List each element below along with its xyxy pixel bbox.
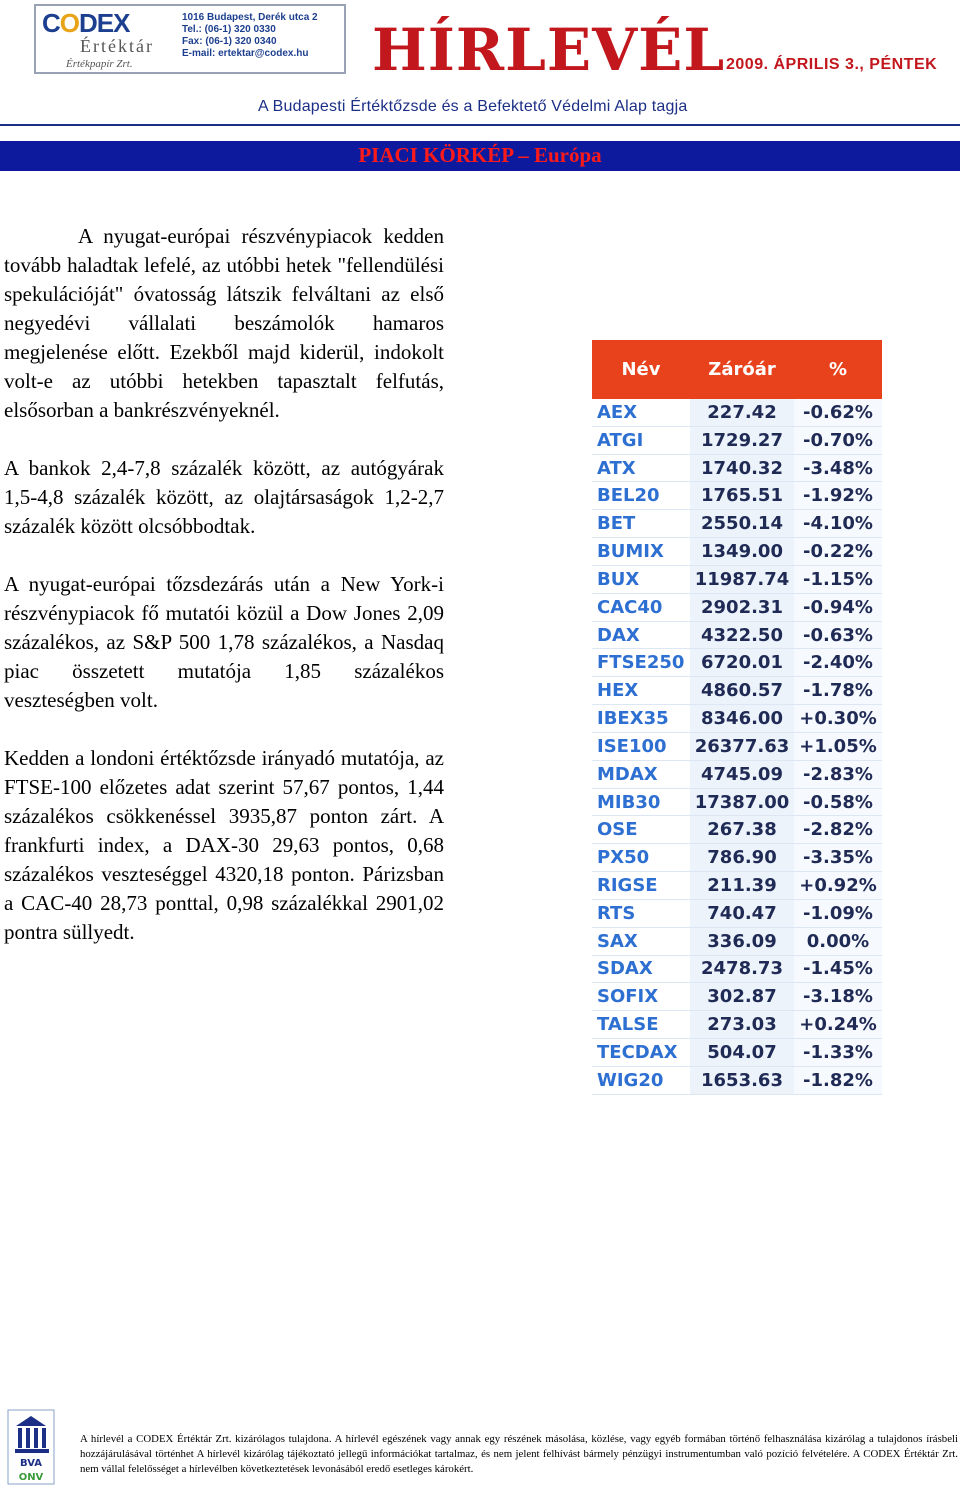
change-percent: 0.00% [794, 927, 882, 955]
change-percent: -1.78% [794, 677, 882, 705]
article-body [4, 222, 444, 976]
index-name: BET [592, 510, 690, 538]
header-divider [0, 124, 960, 126]
close-value: 4860.57 [690, 677, 794, 705]
table-row [592, 677, 882, 705]
close-value: 1765.51 [690, 482, 794, 510]
table-row [592, 844, 882, 872]
change-percent: -1.09% [794, 899, 882, 927]
index-name: TECDAX [592, 1039, 690, 1067]
section-title: PIACI KÖRKÉP – Európa [358, 143, 602, 167]
logo-line2: Értékpapír Zrt. [66, 58, 133, 70]
change-percent: -3.35% [794, 844, 882, 872]
close-value: 504.07 [690, 1039, 794, 1067]
index-quotes-table [592, 340, 882, 1095]
tagline: A Budapesti Értéktőzsde és a Befektető Védelmi Alap tagja [258, 98, 688, 115]
table-row [592, 454, 882, 482]
change-percent: +0.92% [794, 872, 882, 900]
close-value: 2550.14 [690, 510, 794, 538]
table-row [592, 399, 882, 426]
table-row [592, 983, 882, 1011]
index-name: PX50 [592, 844, 690, 872]
close-value: 273.03 [690, 1011, 794, 1039]
logo-brand: CODEX [42, 8, 130, 38]
contact-address: 1016 Budapest, Derék utca 2 [182, 12, 318, 23]
table-row [592, 872, 882, 900]
table-row [592, 788, 882, 816]
table-row [592, 1011, 882, 1039]
close-value: 2902.31 [690, 593, 794, 621]
close-value: 17387.00 [690, 788, 794, 816]
index-name: SAX [592, 927, 690, 955]
table-row [592, 426, 882, 454]
close-value: 302.87 [690, 983, 794, 1011]
change-percent: -1.45% [794, 955, 882, 983]
close-value: 1349.00 [690, 538, 794, 566]
index-name: ATGI [592, 426, 690, 454]
table-row [592, 1039, 882, 1067]
table-row [592, 705, 882, 733]
index-name: HEX [592, 677, 690, 705]
index-name: BUMIX [592, 538, 690, 566]
change-percent: -1.82% [794, 1066, 882, 1094]
change-percent: -0.58% [794, 788, 882, 816]
section-title-bar [0, 141, 960, 171]
article-paragraph-3: A nyugat-európai tőzsdezárás után a New York-i részvénypiacok fő mutatói közül a Dow Jones 2,09 százalékos, az S&P 500 1,78 százalékos, a Nasdaq piac összetett mutatója 1,85 százalékos veszteségben volt. [4, 572, 444, 712]
index-name: SOFIX [592, 983, 690, 1011]
close-value: 740.47 [690, 899, 794, 927]
index-name: AEX [592, 399, 690, 426]
table-row [592, 565, 882, 593]
index-name: TALSE [592, 1011, 690, 1039]
change-percent: -4.10% [794, 510, 882, 538]
index-name: BUX [592, 565, 690, 593]
table-row [592, 649, 882, 677]
change-percent: -3.18% [794, 983, 882, 1011]
close-value: 336.09 [690, 927, 794, 955]
footer-logo-label: BVA [19, 1458, 43, 1469]
change-percent: -0.63% [794, 621, 882, 649]
close-value: 4745.09 [690, 760, 794, 788]
index-name: MDAX [592, 760, 690, 788]
close-value: 267.38 [690, 816, 794, 844]
index-name: MIB30 [592, 788, 690, 816]
table-header-row [592, 340, 882, 399]
masthead-title: HÍRLEVÉL [372, 16, 726, 84]
index-name: RIGSE [592, 872, 690, 900]
close-value: 4322.50 [690, 621, 794, 649]
change-percent: +1.05% [794, 732, 882, 760]
contact-fax: Fax: (06-1) 320 0340 [182, 36, 277, 47]
close-value: 2478.73 [690, 955, 794, 983]
change-percent: -2.82% [794, 816, 882, 844]
table-row [592, 732, 882, 760]
index-name: ATX [592, 454, 690, 482]
change-percent: -0.62% [794, 399, 882, 426]
close-value: 1653.63 [690, 1066, 794, 1094]
index-name: SDAX [592, 955, 690, 983]
close-value: 11987.74 [690, 565, 794, 593]
change-percent: -2.40% [794, 649, 882, 677]
close-value: 786.90 [690, 844, 794, 872]
close-value: 6720.01 [690, 649, 794, 677]
change-percent: -1.33% [794, 1039, 882, 1067]
codex-logo [34, 4, 346, 74]
logo-line1: Értéktár [80, 36, 154, 56]
table-row [592, 482, 882, 510]
close-value: 1729.27 [690, 426, 794, 454]
close-value: 26377.63 [690, 732, 794, 760]
contact-phone: Tel.: (06-1) 320 0330 [182, 24, 276, 35]
article-paragraph-2: A bankok 2,4-7,8 százalék között, az autógyárak 1,5-4,8 százalék között, az olajtársaságok 1,2-2,7 százalék között olcsóbbodtak. [4, 456, 444, 538]
table-row [592, 760, 882, 788]
change-percent: -0.94% [794, 593, 882, 621]
index-name: RTS [592, 899, 690, 927]
issue-date: 2009. ÁPRILIS 3., PÉNTEK [726, 56, 938, 73]
article-paragraph-4: Kedden a londoni értéktőzsde irányadó mutatója, az FTSE-100 előzetes adat szerint 57,67 pontos, 1,44 százalékos csökkenéssel 3935,87 ponton zárt. A frankfurti index, a DAX-30 29,63 pontos, 0,68 százalékos veszteséggel 4320,18 ponton. Párizsban a CAC-40 28,73 ponttal, 0,98 százalékkal 2901,02 pontra süllyedt. [4, 746, 444, 944]
change-percent: +0.24% [794, 1011, 882, 1039]
index-name: BEL20 [592, 482, 690, 510]
close-value: 8346.00 [690, 705, 794, 733]
table-row [592, 927, 882, 955]
change-percent: -2.83% [794, 760, 882, 788]
table-row [592, 510, 882, 538]
index-name: IBEX35 [592, 705, 690, 733]
change-percent: -0.70% [794, 426, 882, 454]
table-row [592, 955, 882, 983]
bva-logo-icon [6, 1408, 56, 1486]
change-percent: -0.22% [794, 538, 882, 566]
column-header-name: Név [592, 340, 690, 399]
footer-logo-label-2: ONV [18, 1472, 44, 1483]
index-name: CAC40 [592, 593, 690, 621]
column-header-close: Záróár [690, 340, 794, 399]
logo-contacts [182, 12, 318, 60]
index-name: ISE100 [592, 732, 690, 760]
column-header-percent: % [794, 340, 882, 399]
index-name: FTSE250 [592, 649, 690, 677]
change-percent: +0.30% [794, 705, 882, 733]
table-row [592, 538, 882, 566]
table-row [592, 816, 882, 844]
close-value: 211.39 [690, 872, 794, 900]
close-value: 1740.32 [690, 454, 794, 482]
table-body [592, 399, 882, 1094]
table-row [592, 621, 882, 649]
index-name: DAX [592, 621, 690, 649]
change-percent: -1.15% [794, 565, 882, 593]
table-row [592, 899, 882, 927]
index-name: OSE [592, 816, 690, 844]
table-row [592, 593, 882, 621]
change-percent: -3.48% [794, 454, 882, 482]
index-name: WIG20 [592, 1066, 690, 1094]
table-row [592, 1066, 882, 1094]
footer-disclaimer: A hírlevél a CODEX Értéktár Zrt. kizárólagos tulajdona. A hírlevél egészének vagy annak egy részének másolása, közlése, vagy egyéb formában történő felhasználása kizárólag a tulajdonos írásbeli hozzájárulásával történhet A hírlevél kizárólag tájékoztató jellegű információkat tartalmaz, és nem jelent felhívást bármely pénzügyi instrumentumban való pozíció felvételére. A CODEX Értéktár Zrt. nem vállal felelősséget a hírlevélben következtetések levonásából eredő esetleges károkért. [80, 1433, 958, 1475]
change-percent: -1.92% [794, 482, 882, 510]
contact-email[interactable]: E-mail: ertektar@codex.hu [182, 48, 309, 59]
article-paragraph-1: A nyugat-európai részvénypiacok kedden tovább haladtak lefelé, az utóbbi hetek "fellendülési spekulációját" óvatosság látszik felváltani az első negyedévi vállalati beszámolók hamaros megjelenése előtt. Ezekből majd kiderül, indokolt volt-e az utóbbi hetekben tapasztalt felfutás, elsősorban a bankrészvényeknél. [4, 224, 444, 422]
close-value: 227.42 [690, 399, 794, 426]
